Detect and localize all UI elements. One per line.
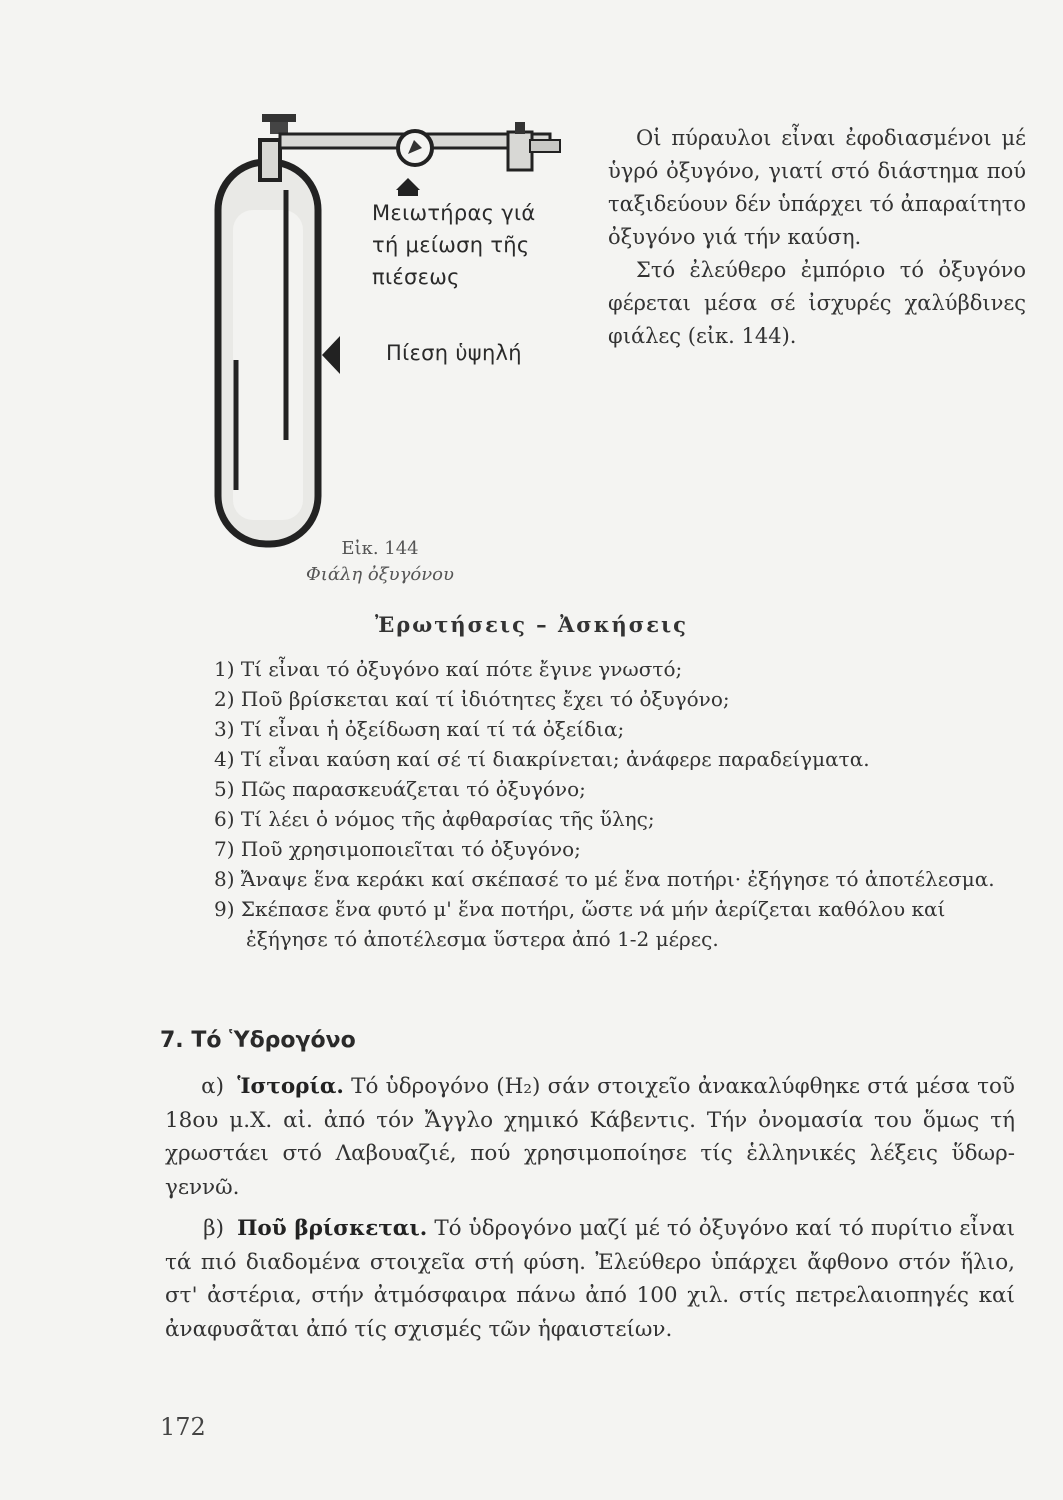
history-label: α) — [201, 1074, 224, 1099]
question-item: 3) Τί εἶναι ἡ ὀξείδωση καί τί τά ὀξείδια; — [214, 717, 625, 741]
side-paragraph-1: Οἱ πύραυλοι εἶναι ἐφοδιασμένοι μέ ὑγρό ὀξυγόνο, γιατί στό διάστημα πού ταξιδεύουν δέν ὑπάρχει τό ἀπαραίτητο ὀξυγόνο γιά τήν καύση. — [608, 126, 1026, 249]
questions-heading: Ἐρωτήσεις – Ἀσκήσεις — [375, 612, 688, 637]
side-text — [608, 122, 1026, 353]
reducer-label-line1: Μειωτήρας γιά — [372, 201, 536, 225]
figure-caption — [300, 536, 460, 588]
oxygen-cylinder-illustration — [200, 110, 580, 550]
figure-caption-number: Εἰκ. 144 — [341, 538, 419, 559]
page-number: 172 — [160, 1413, 206, 1441]
high-pressure-label: Πίεση ὑψηλή — [386, 341, 522, 365]
questions-list — [214, 654, 1014, 954]
occurrence-title: Ποῦ βρίσκεται. — [237, 1216, 428, 1241]
reducer-label-line3: πιέσεως — [372, 265, 460, 289]
history-title: Ἱστορία. — [237, 1074, 344, 1099]
occurrence-label: β) — [203, 1216, 224, 1241]
side-paragraph-2: Στό ἐλεύθερο ἐμπόριο τό ὀξυγόνο φέρεται μέσα σέ ἰσχυρές χαλύβδινες φιάλες (εἰκ. 144). — [608, 258, 1026, 348]
question-item: 4) Τί εἶναι καύση καί σέ τί διακρίνεται; ἀνάφερε παραδείγματα. — [214, 747, 870, 771]
question-item: 2) Ποῦ βρίσκεται καί τί ἰδιότητες ἔχει τό ὀξυγόνο; — [214, 687, 730, 711]
question-item: 6) Τί λέει ὁ νόμος τῆς ἀφθαρσίας τῆς ὕλης; — [214, 807, 655, 831]
question-item: 9) Σκέπασε ἕνα φυτό μ' ἕνα ποτήρι, ὥστε νά μήν ἀερίζεται καθόλου καί ἐξήγησε τό ἀποτέλεσμα ὕστερα ἀπό 1-2 μέρες. — [214, 897, 946, 951]
question-item: 5) Πῶς παρασκευάζεται τό ὀξυγόνο; — [214, 777, 586, 801]
history-paragraph — [165, 1070, 1015, 1204]
oxygen-cylinder-figure — [200, 110, 580, 550]
occurrence-text: Τό ὑδρογόνο μαζί μέ τό ὀξυγόνο καί τό πυρίτιο εἶναι τά πιό διαδομένα στοιχεῖα στή φύση. Ἐλεύθερο ὑπάρχει ἄφθονο στόν ἥλιο, στ' ἀστέρια, στήν ἀτμόσφαιρα πάνω ἀπό 100 χιλ. στίς πετρελαιοπηγές καί ἀναφυσᾶται ἀπό τίς σχισμές τῶν ἡφαιστείων. — [165, 1216, 1015, 1342]
section-title: 7. Τό Ὑδρογόνο — [160, 1028, 356, 1053]
history-text: Τό ὑδρογόνο (H₂) σάν στοιχεῖο ἀνακαλύφθηκε στά μέσα τοῦ 18ου μ.Χ. αἰ. ἀπό τόν Ἄγγλο χημικό Κάβεντις. Τήν ὀνομασία του ὅμως τή χρωστάει στό Λαβουαζιέ, πού χρησιμοποίησε τίς ἑλληνικές λέξεις ὕδωρ-γεννῶ. — [165, 1074, 1016, 1200]
question-item: 8) Ἄναψε ἕνα κεράκι καί σκέπασέ το μέ ἕνα ποτήρι· ἐξήγησε τό ἀποτέλεσμα. — [214, 867, 995, 891]
occurrence-paragraph — [165, 1212, 1015, 1346]
figure-caption-title: Φιάλη ὀξυγόνου — [306, 564, 454, 585]
question-item: 7) Ποῦ χρησιμοποιεῖται τό ὀξυγόνο; — [214, 837, 581, 861]
question-item: 1) Τί εἶναι τό ὀξυγόνο καί πότε ἔγινε γνωστό; — [214, 657, 683, 681]
reducer-label-line2: τή μείωση τῆς — [372, 233, 530, 257]
